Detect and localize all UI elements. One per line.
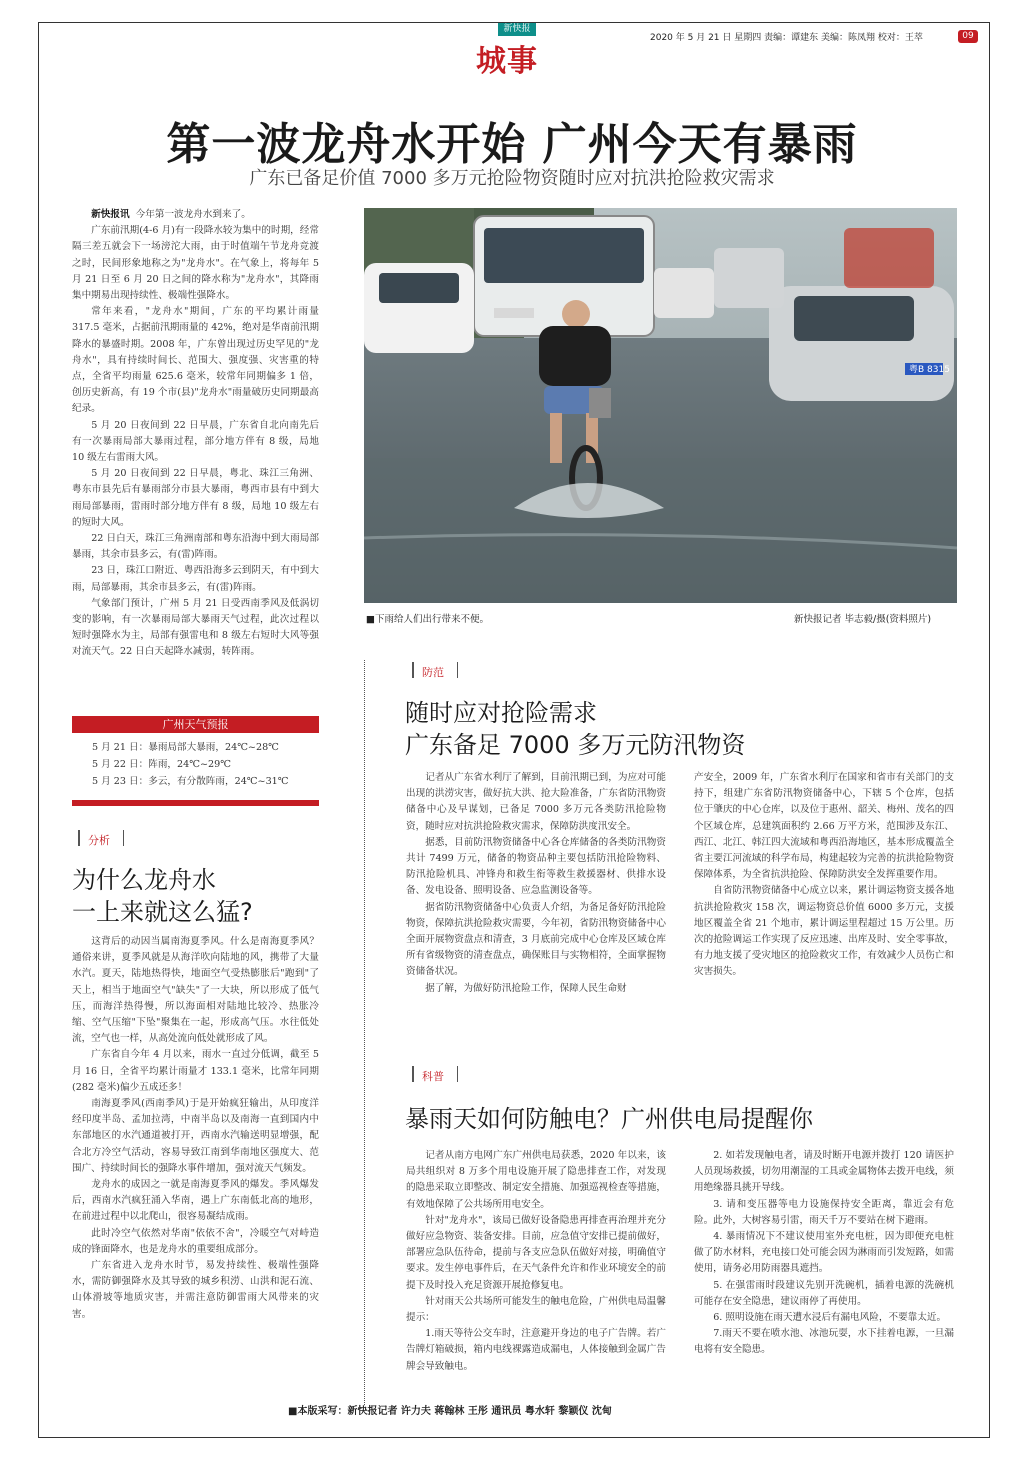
science-paragraph: 1.雨天等待公交车时，注意避开身边的电子广告牌。若广告牌灯箱破损，箱内电线裸露造成漏电，人体接触到金属广告牌会导致触电。 (406, 1328, 666, 1372)
weather-forecast (72, 716, 319, 806)
lead-paragraph: 5 月 20 日夜间到 22 日早晨，粤北、珠江三角洲、粤东市县先后有暴雨部分市县大暴雨，粤西市县有中到大雨局部暴雨，雷雨时部分地方伴有 8 级，局地 10 级左右的短时大风。 (72, 468, 319, 528)
rain-street-illustration (364, 208, 957, 603)
lead-article (72, 207, 319, 661)
science-col-1 (406, 1148, 666, 1375)
science-paragraph: 6. 照明设施在雨天遭水浸后有漏电风险，不要靠太近。 (713, 1312, 947, 1324)
science-paragraph: 针对"龙舟水"，该局已做好设备隐患再排查再治理并充分做好应急物资、装备安排。目前，应急值守安排已提前做好，部署应急队伍待命，提前与各支应急队伍做好对接，明确值守要求。发生停电事件后，在天气条件允许和作业环境安全的前提下及时投入充足资源开展抢修复电。 (406, 1214, 666, 1291)
weather-title: 广州天气预报 (72, 716, 319, 733)
photo-caption: ■下雨给人们出行带来不便。 (366, 614, 489, 625)
analysis-paragraph: 这背后的动因当属南海夏季风。什么是南海夏季风？通俗来讲，夏季风就是从海洋吹向陆地的风，携带了大量水汽。夏天，陆地热得快，地面空气受热膨胀后"跑到"了天上，相当于地面空气"缺失"了一大块，所以形成了低气压，而海洋热得慢，所以海面相对陆地比较冷、热胀冷缩、空气压缩"下坠"聚集在一起，形成高气压。水往低处流，空气也一样，从高处流向低处就形成了风。 (72, 936, 319, 1045)
analysis-paragraph: 龙舟水的成因之一就是南海夏季风的爆发。季风爆发后，西南水汽疯狂涌入华南，遇上广东南低北高的地形，在前进过程中以北爬山，很容易凝结成雨。 (72, 1179, 319, 1223)
prevention-title-line: 广东备足 7000 多万元防汛物资 (405, 731, 746, 759)
brand-logo: 新快报 (498, 23, 536, 36)
lead-paragraph: 常年来看，"龙舟水"期间，广东的平均累计雨量 317.5 毫米，占据前汛期雨量的 42%，绝对是华南前汛期降水的暴盛时期。2008 年，广东曾出现过历史罕见的"龙舟水"，具有持续时间长、范围大、强度强、灾害重的特点，全省平均雨量 625.6 毫米，较常年同期偏多 1 倍，创历史新高，有 19 个市(县)"龙舟水"雨量破历史同期最高纪录。 (72, 306, 319, 415)
prevention-paragraph: 据省防汛物资储备中心负责人介绍，为备足备好防汛抢险物资，保障抗洪抢险救灾需要，今年初，省防汛物资储备中心全面开展物资盘点和清查，3 月底前完成中心仓库及区域仓库所有省级物资的清查盘点，确保账目与实物相符，全面掌握物资储备状况。 (406, 901, 666, 978)
column-divider (364, 660, 365, 1405)
prevention-paragraph: 据了解，为做好防汛抢险工作，保障人民生命财 (425, 982, 627, 994)
subheadline: 广东已备足价值 7000 多万元抢险物资随时应对抗洪抢险救灾需求 (249, 168, 775, 189)
analysis-title-line: 一上来就这么猛? (72, 898, 253, 926)
lead-paragraph: 广东前汛期(4-6 月)有一段降水较为集中的时期，经常隔三差五就会下一场滂沱大雨，由于时值端午节龙舟竞渡之时，民间形象地称之为"龙舟水"。在气象上，将每年 5 月 21 日至 6 月 20 日之间的降水称为"龙舟水"，其降雨集中期易出现持续性、极端性强降水。 (72, 225, 319, 302)
science-tag: 科普 (422, 1070, 444, 1083)
page-number: 09 (958, 30, 978, 43)
analysis-tag: 分析 (88, 834, 110, 847)
credits: ■本版采写：新快报记者 许力夫 蒋翰林 王彤 通讯员 粤水轩 黎颖仪 沈甸 (288, 1406, 612, 1417)
lead-label: 新快报讯 (91, 209, 130, 220)
science-paragraph: 3. 请和变压器等电力设施保持安全距离，靠近会有危险。此外，大树容易引雷，雨天千万不要站在树下避雨。 (694, 1198, 954, 1226)
analysis-paragraph: 南海夏季风(西南季风)于是开始疯狂输出，从印度洋经印度半岛、孟加拉湾，中南半岛以及南海一直到国内中东部地区的水汽通道被打开，西南水汽输送明显增强，配合北方冷空气活动，容易导致江南到华南地区强度大、范围广、持续时间长的强降水事件增加，强对流天气频发。 (72, 1098, 319, 1174)
weather-line: 5 月 22 日：阵雨，24℃~29℃ (92, 759, 231, 770)
prevention-col-1 (406, 770, 666, 997)
analysis-title-line: 为什么龙舟水 (72, 866, 216, 894)
analysis-paragraph: 广东省自今年 4 月以来，雨水一直过分低调，截至 5 月 16 日，全省平均累计雨量才 133.1 毫米，比常年同期(282 毫米)偏少五成还多！ (72, 1049, 319, 1093)
prevention-paragraph: 产安全，2009 年，广东省水利厅在国家和省市有关部门的支持下，组建广东省防汛物资储备中心，下辖 5 个仓库，包括位于肇庆的中心仓库，以及位于惠州、韶关、梅州、茂名的四个区域仓库，总建筑面积约 2.66 万平方米，范围涉及东江、西江、北江、韩江四大流域和粤西沿海地区，基本形成覆盖全省主要江河流域的科学布局，构建起较为完善的抗洪抢险物资保障体系，为全省抗洪抢险、保障防洪安全发挥重要作用。 (694, 772, 954, 881)
science-col-2 (694, 1148, 954, 1359)
page-meta: 2020 年 5 月 21 日 星期四 责编：谭建东 美编：陈凤翔 校对：王萃 (650, 33, 923, 43)
lead-paragraph: 23 日，珠江口附近、粤西沿海多云到阴天，有中到大雨，局部暴雨，其余市县多云，有(雷)阵雨。 (72, 565, 319, 593)
weather-divider (72, 800, 319, 806)
section-title: 城事 (476, 44, 538, 79)
prevention-paragraph: 自省防汛物资储备中心成立以来，累计调运物资支援各地抗洪抢险救灾 158 次，调运物资总价值 6000 多万元，支援地区覆盖全省 21 个地市，累计调运里程超过 15 万公里。历次的抢险调运工作实现了反应迅速、出库及时、安全零事故，有力地支援了受灾地区的抢险救灾工作，有效减少人员伤亡和灾害损失。 (694, 885, 954, 978)
lead-paragraph: 气象部门预计，广州 5 月 21 日受西南季风及低涡切变的影响，有一次暴雨局部大暴雨天气过程，此次过程以短时强降水为主，局部有强雷电和 8 级左右短时大风等强对流天气。22 日白天起降水减弱，转阵雨。 (72, 597, 319, 658)
analysis-paragraph: 此时冷空气依然对华南"依依不舍"，冷暖空气对峙造成的锋面降水，也是龙舟水的重要组成部分。 (72, 1227, 319, 1255)
lead-text: 今年第一波龙舟水到来了。 (135, 209, 251, 220)
headline: 第一波龙舟水开始 广州今天有暴雨 (166, 119, 858, 170)
prevention-col-2 (694, 770, 954, 981)
car-plate: 粤B 8315 (909, 365, 950, 375)
science-paragraph: 2. 如若发现触电者，请及时断开电源并拨打 120 请医护人员现场救援，切勿用潮湿的工具或金属物体去拨开电线，须用绝缘器具挑开导线。 (694, 1150, 954, 1194)
science-paragraph: 4. 暴雨情况下不建议使用室外充电桩，因为即便充电桩做了防水材料，充电接口处可能会因为淋雨而引发短路，如需使用，请务必用防雨器具遮挡。 (694, 1231, 954, 1275)
prevention-title-line: 随时应对抢险需求 (405, 699, 597, 727)
photo-credit: 新快报记者 毕志毅/摄(资料照片) (794, 614, 932, 625)
lead-paragraph: 22 日白天，珠江三角洲南部和粤东沿海中到大雨局部暴雨，其余市县多云，有(雷)阵雨。 (72, 533, 319, 561)
weather-line: 5 月 21 日：暴雨局部大暴雨，24℃~28℃ (92, 742, 279, 753)
prevention-tag: 防范 (422, 666, 444, 679)
prevention-title (405, 697, 745, 761)
analysis-paragraph: 广东省进入龙舟水时节，易发持续性、极端性强降水，需防御强降水及其导致的城乡积涝、山洪和泥石流、山体滑坡等地质灾害，并需注意防御雷雨大风带来的灾害。 (72, 1260, 319, 1320)
lead-paragraph (72, 207, 319, 223)
prevention-paragraph: 记者从广东省水利厅了解到，目前汛期已到，为应对可能出现的洪涝灾害，做好抗大洪、抢大险准备，广东省防汛物资储备中心及早谋划，已备足 7000 多万元各类防汛抢险物资，随时应对抗洪抢险救灾需求，保障防洪度汛安全。 (406, 772, 666, 832)
science-title: 暴雨天如何防触电？广州供电局提醒你 (405, 1105, 813, 1133)
science-paragraph: 5. 在强雷雨时段建议先别开洗碗机，插着电源的洗碗机可能存在安全隐患，建议雨停了再使用。 (694, 1279, 954, 1307)
science-paragraph: 记者从南方电网广东广州供电局获悉，2020 年以来，该局共组织对 8 万多个用电设施开展了隐患排查工作，对发现的隐患采取立即整改、制定安全措施、加强巡视检查等措施，有效地保障了公共场所用电安全。 (406, 1150, 666, 1210)
lead-paragraph: 5 月 20 日夜间到 22 日早晨，广东省自北向南先后有一次暴雨局部大暴雨过程，部分地方伴有 8 级，局地 10 级左右雷雨大风。 (72, 419, 319, 464)
science-paragraph: 针对雨天公共场所可能发生的触电危险，广州供电局温馨提示： (406, 1295, 666, 1324)
analysis-article (72, 934, 319, 1323)
prevention-paragraph: 据悉，目前防汛物资储备中心各仓库储备的各类防汛物资共计 7499 万元，储备的物资品种主要包括防汛抢险物料、防汛抢险机具、冲锋舟和救生衔等救生救援器材、供排水设备、发电设备、照明设备、应急监测设备等。 (406, 836, 666, 897)
weather-line: 5 月 23 日：多云，有分散阵雨，24℃~31℃ (92, 776, 289, 787)
news-photo (364, 208, 957, 603)
science-paragraph: 7.雨天不要在喷水池、冰池玩耍，水下挂着电源，一旦漏电将有安全隐患。 (694, 1328, 954, 1356)
analysis-title (72, 864, 253, 928)
